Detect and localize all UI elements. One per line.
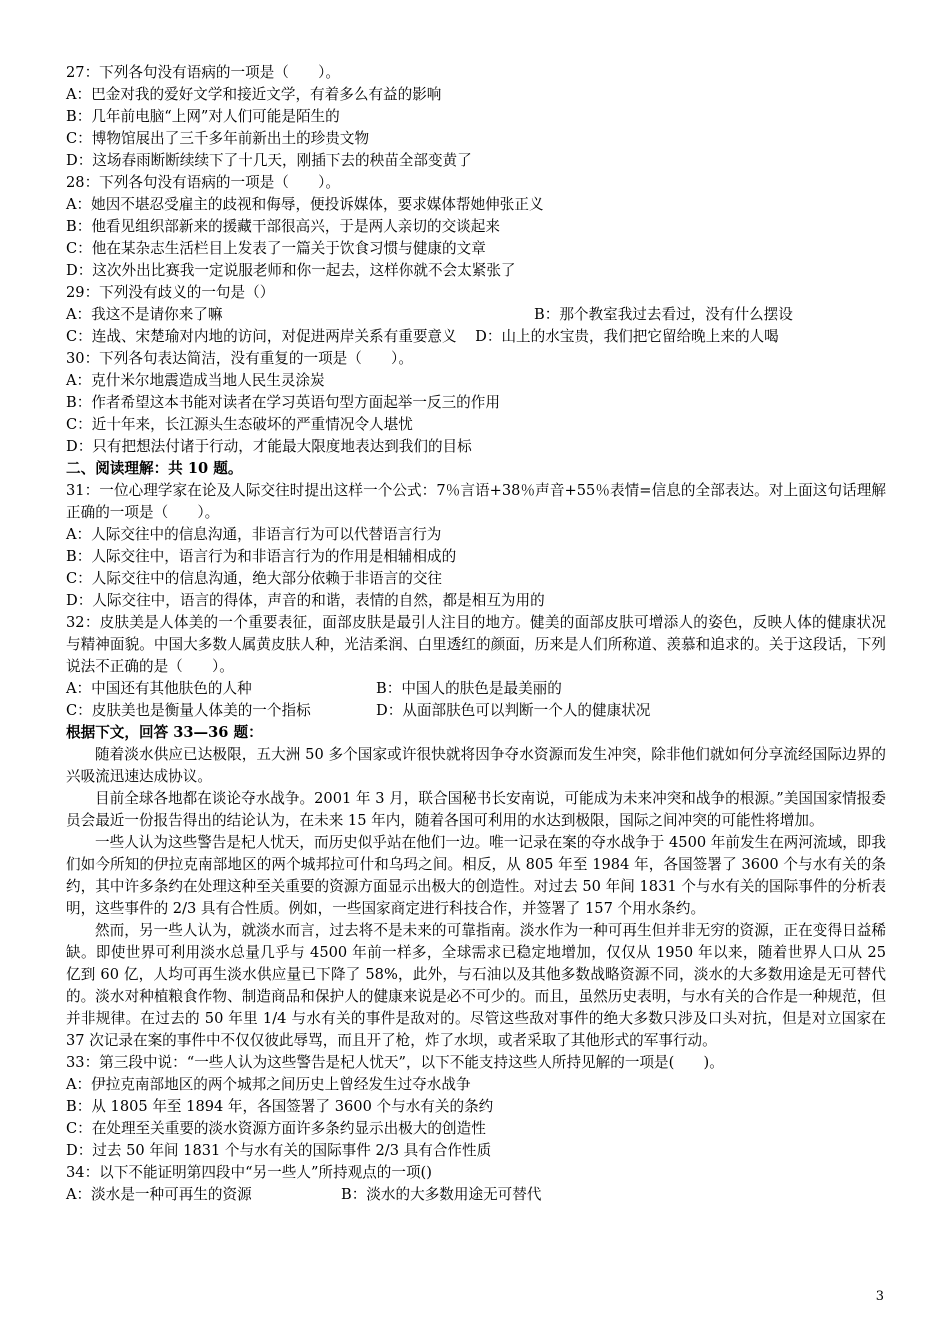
passage-paragraph: 然而，另一些人认为，就淡水而言，过去将不是未来的可靠指南。淡水作为一种可再生但并非无穷的资源，正在变得日益稀缺。即使世界可利用淡水总量几乎与 4500 年前一样多，全球需求已稳定地增加，仅仅从 1950 年以来，随着世界人口从 25 亿到 60 亿，人均可再生淡水供应量已下降了 58%，此外，与石油以及其他多数战略资源不同，淡水的大多数用途是无可替代的。淡水对种植粮食作物、制造商品和保护人的健康来说是必不可少的。而且，虽然历史表明，与水有关的合作是一种规范，但并非规律。在过去的 50 年里 1/4 与水有关的事件是敌对的。尽管这些敌对事件的绝大多数只涉及口头对抗，但是对立国家在 37 次记录在案的事件中不仅仅彼此辱骂，而且开了枪，炸了水坝，或者采取了其他形式的军事行动。 [66, 922, 886, 1049]
q29-option-c: C：连战、宋楚瑜对内地的访问，对促进两岸关系有重要意义 [66, 328, 457, 345]
passage-paragraph: 一些人认为这些警告是杞人忧天，而历史似乎站在他们一边。唯一记录在案的夺水战争于 4500 年前发生在两河流域，即我们如今所知的伊拉克南部地区的两个城邦拉可什和乌玛之间。相反，从 805 年至 1984 年，各国签署了 3600 个与水有关的条约，其中许多条约在处理这种至关重要的资源方面显示出极大的创造性。对过去 50 年间 1831 个与水有关的国际事件的分析表明，这些事件的 2/3 具有合性质。例如，一些国家商定进行科技合作，并签署了 157 个用水条约。 [66, 834, 886, 917]
passage-paragraph: 目前全球各地都在谈论夺水战争。2001 年 3 月，联合国秘书长安南说，可能成为未来冲突和战争的根源。”美国国家情报委员会最近一份报告得出的结论认为，在未来 15 年内，随着各国可利用的水达到极限，国际之间冲突的可能性将增加。 [66, 790, 886, 829]
q28-stem: 28：下列各句没有语病的一项是（ ）。 [66, 174, 340, 191]
q28-option-c: C：他在某杂志生活栏目上发表了一篇关于饮食习惯与健康的文章 [66, 240, 486, 257]
q31-option-a: A：人际交往中的信息沟通，非语言行为可以代替语言行为 [66, 526, 442, 543]
q30-option-b: B：作者希望这本书能对读者在学习英语句型方面起举一反三的作用 [66, 394, 500, 411]
q31-option-b: B：人际交往中，语言行为和非语言行为的作用是相辅相成的 [66, 548, 457, 565]
q32-option-c: C：皮肤美也是衡量人体美的一个指标 [66, 702, 311, 719]
document-page [66, 62, 886, 1206]
q29-option-d: D：山上的水宝贵，我们把它留给晚上来的人喝 [475, 328, 779, 345]
page-number: 3 [875, 1289, 884, 1304]
passage-heading: 根据下文，回答 33—36 题： [66, 724, 263, 741]
q27-option-b: B：几年前电脑“上网”对人们可能是陌生的 [66, 108, 340, 125]
q27-option-c: C：博物馆展出了三千多年前新出土的珍贵文物 [66, 130, 370, 147]
q30-option-a: A：克什米尔地震造成当地人民生灵涂炭 [66, 372, 325, 389]
q32-row-ab [66, 678, 886, 700]
q33-stem: 33：第三段中说：“一些人认为这些警告是杞人忧天”，以下不能支持这些人所持见解的一项是( )。 [66, 1054, 724, 1071]
q32-option-d: D：从面部肤色可以判断一个人的健康状况 [376, 702, 651, 719]
q34-option-b: B：淡水的大多数用途无可替代 [341, 1186, 542, 1203]
q30-option-d: D：只有把想法付诸于行动，才能最大限度地表达到我们的目标 [66, 438, 472, 455]
q33-option-a: A：伊拉克南部地区的两个城邦之间历史上曾经发生过夺水战争 [66, 1076, 471, 1093]
q31-option-d: D：人际交往中，语言的得体，声音的和谐，表情的自然，都是相互为用的 [66, 592, 545, 609]
q33-option-b: B：从 1805 年至 1894 年，各国签署了 3600 个与水有关的条约 [66, 1098, 494, 1115]
q34-row-ab [66, 1184, 886, 1206]
q27-stem: 27：下列各句没有语病的一项是（ ）。 [66, 64, 340, 81]
section-heading: 二、阅读理解：共 10 题。 [66, 460, 243, 477]
q29-row-ab [66, 304, 886, 326]
q30-option-c: C：近十年来，长江源头生态破坏的严重情况令人堪忧 [66, 416, 413, 433]
q33-option-d: D：过去 50 年间 1831 个与水有关的国际事件 2/3 具有合作性质 [66, 1142, 492, 1159]
q31-option-c: C：人际交往中的信息沟通，绝大部分依赖于非语言的交往 [66, 570, 443, 587]
q34-stem: 34：以下不能证明第四段中“另一些人”所持观点的一项() [66, 1164, 432, 1181]
q32-option-b: B：中国人的肤色是最美丽的 [376, 680, 562, 697]
q29-stem: 29：下列没有歧义的一句是（） [66, 284, 275, 301]
q32-stem: 32：皮肤美是人体美的一个重要表征，面部皮肤是最引人注目的地方。健美的面部皮肤可增添人的姿色，反映人体的健康状况与精神面貌。中国大多数人属黄皮肤人种，光洁柔润、白里透红的颜面，历来是人们所称道、羡慕和追求的。关于这段话，下列说法不正确的是（ ）。 [66, 614, 886, 675]
q28-option-a: A：她因不堪忍受雇主的歧视和侮辱，便投诉媒体，要求媒体帮她伸张正义 [66, 196, 544, 213]
q31-stem: 31：一位心理学家在论及人际交往时提出这样一个公式：7％言语+38％声音+55％表情=信息的全部表达。对上面这句话理解正确的一项是（ ）。 [66, 482, 886, 521]
q28-option-b: B：他看见组织部新来的援藏干部很高兴，于是两人亲切的交谈起来 [66, 218, 500, 235]
q27-option-a: A：巴金对我的爱好文学和接近文学，有着多么有益的影响 [66, 86, 442, 103]
q32-row-cd [66, 700, 886, 722]
q29-option-a: A：我这不是请你来了嘛 [66, 306, 223, 323]
q30-stem: 30：下列各句表达简洁，没有重复的一项是（ ）。 [66, 350, 413, 367]
q29-row-cd [66, 326, 886, 348]
q27-option-d: D：这场春雨断断续续下了十几天，刚插下去的秧苗全部变黄了 [66, 152, 472, 169]
q34-option-a: A：淡水是一种可再生的资源 [66, 1186, 252, 1203]
passage-paragraph: 随着淡水供应已达极限，五大洲 50 多个国家或许很快就将因争夺水资源而发生冲突，除非他们就如何分享流经国际边界的兴吸流迅速达成协议。 [66, 746, 886, 785]
q33-option-c: C：在处理至关重要的淡水资源方面许多条约显示出极大的创造性 [66, 1120, 486, 1137]
q28-option-d: D：这次外出比赛我一定说服老师和你一起去，这样你就不会太紧张了 [66, 262, 516, 279]
q32-option-a: A：中国还有其他肤色的人种 [66, 680, 252, 697]
q29-option-b: B：那个教室我过去看过，没有什么摆设 [534, 306, 793, 323]
